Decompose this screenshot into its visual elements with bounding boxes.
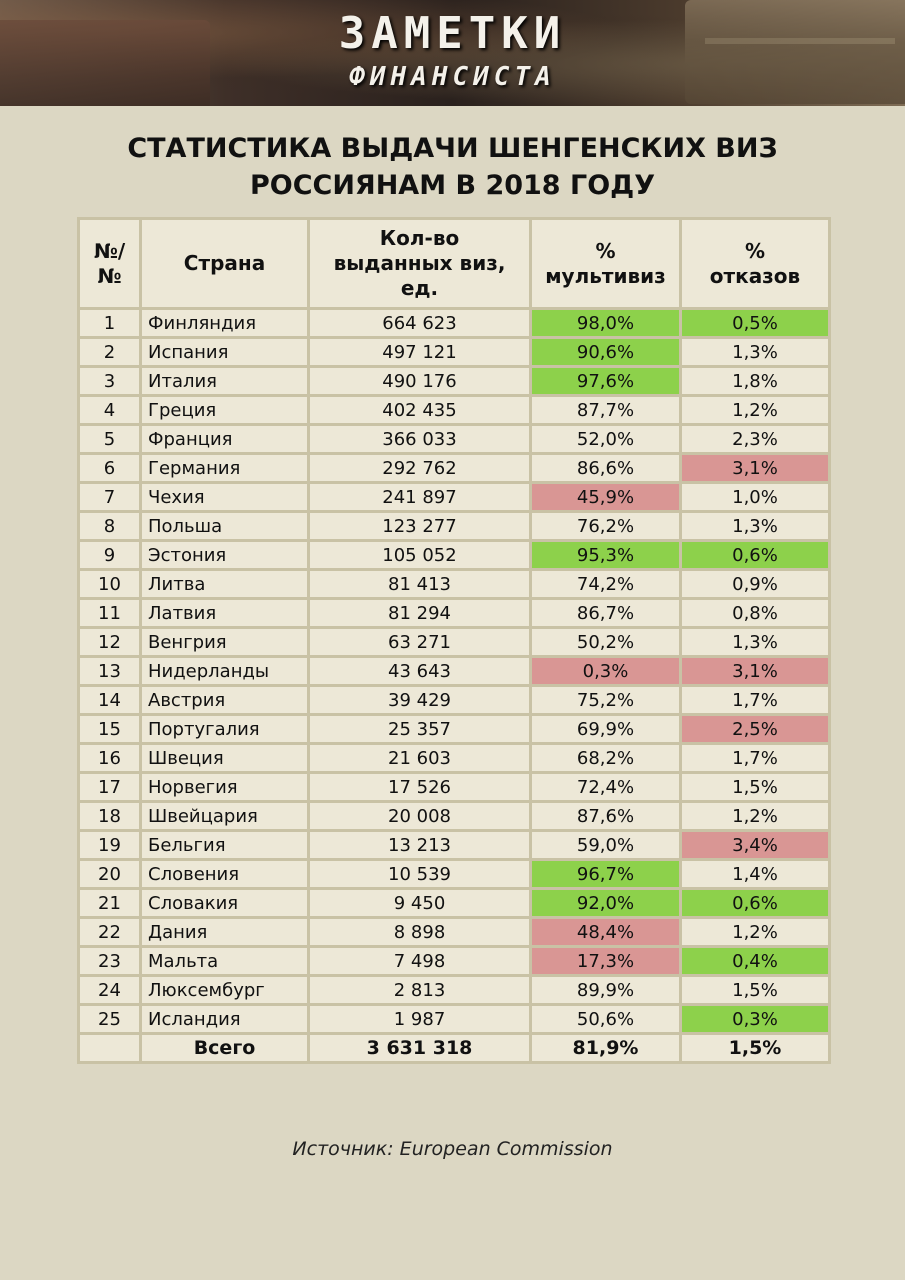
row-visas: 63 271 [309, 628, 531, 657]
header-multi-visa-percent: % мультивиз [531, 219, 681, 309]
row-number: 25 [79, 1005, 141, 1034]
header-visas-issued: Кол-во выданных виз, ед. [309, 219, 531, 309]
row-refusals: 0,5% [681, 309, 830, 338]
table-row [79, 657, 830, 686]
row-number: 12 [79, 628, 141, 657]
table-row [79, 744, 830, 773]
row-visas: 2 813 [309, 976, 531, 1005]
row-refusals: 0,3% [681, 1005, 830, 1034]
row-refusals: 1,2% [681, 396, 830, 425]
row-number: 1 [79, 309, 141, 338]
row-country: Люксембург [141, 976, 309, 1005]
row-country: Словакия [141, 889, 309, 918]
row-number: 19 [79, 831, 141, 860]
row-number: 11 [79, 599, 141, 628]
row-visas: 490 176 [309, 367, 531, 396]
row-country: Португалия [141, 715, 309, 744]
row-visas: 81 413 [309, 570, 531, 599]
row-multi-visa: 72,4% [531, 773, 681, 802]
table-row [79, 889, 830, 918]
row-number: 21 [79, 889, 141, 918]
row-multi-visa: 52,0% [531, 425, 681, 454]
total-number-cell [79, 1034, 141, 1063]
table-row [79, 454, 830, 483]
row-number: 10 [79, 570, 141, 599]
table-row [79, 483, 830, 512]
title-line-2: РОССИЯНАМ В 2018 ГОДУ [249, 170, 656, 201]
row-multi-visa: 89,9% [531, 976, 681, 1005]
row-country: Латвия [141, 599, 309, 628]
row-visas: 292 762 [309, 454, 531, 483]
row-number: 23 [79, 947, 141, 976]
row-visas: 17 526 [309, 773, 531, 802]
row-refusals: 0,4% [681, 947, 830, 976]
row-country: Литва [141, 570, 309, 599]
row-visas: 39 429 [309, 686, 531, 715]
row-multi-visa: 50,6% [531, 1005, 681, 1034]
row-multi-visa: 95,3% [531, 541, 681, 570]
row-number: 18 [79, 802, 141, 831]
row-visas: 105 052 [309, 541, 531, 570]
table-row [79, 512, 830, 541]
row-visas: 21 603 [309, 744, 531, 773]
table-header-row [79, 219, 830, 309]
row-multi-visa: 96,7% [531, 860, 681, 889]
table-row [79, 831, 830, 860]
table-body [79, 309, 830, 1034]
table-row [79, 976, 830, 1005]
row-refusals: 0,9% [681, 570, 830, 599]
row-number: 4 [79, 396, 141, 425]
row-number: 14 [79, 686, 141, 715]
row-visas: 1 987 [309, 1005, 531, 1034]
table-row [79, 541, 830, 570]
row-visas: 241 897 [309, 483, 531, 512]
table-total-row [79, 1034, 830, 1063]
row-country: Испания [141, 338, 309, 367]
table-row [79, 715, 830, 744]
row-number: 9 [79, 541, 141, 570]
row-country: Франция [141, 425, 309, 454]
row-number: 2 [79, 338, 141, 367]
row-multi-visa: 69,9% [531, 715, 681, 744]
row-number: 6 [79, 454, 141, 483]
row-refusals: 2,3% [681, 425, 830, 454]
row-visas: 43 643 [309, 657, 531, 686]
row-multi-visa: 48,4% [531, 918, 681, 947]
row-refusals: 2,5% [681, 715, 830, 744]
row-visas: 7 498 [309, 947, 531, 976]
table-row [79, 802, 830, 831]
row-country: Италия [141, 367, 309, 396]
row-refusals: 1,2% [681, 802, 830, 831]
row-refusals: 3,1% [681, 454, 830, 483]
row-multi-visa: 74,2% [531, 570, 681, 599]
row-refusals: 1,2% [681, 918, 830, 947]
row-visas: 81 294 [309, 599, 531, 628]
row-country: Германия [141, 454, 309, 483]
row-country: Словения [141, 860, 309, 889]
row-refusals: 0,6% [681, 889, 830, 918]
row-multi-visa: 98,0% [531, 309, 681, 338]
row-country: Польша [141, 512, 309, 541]
row-refusals: 1,4% [681, 860, 830, 889]
row-number: 8 [79, 512, 141, 541]
row-country: Нидерланды [141, 657, 309, 686]
total-label: Всего [141, 1034, 309, 1063]
row-refusals: 0,6% [681, 541, 830, 570]
table-row [79, 918, 830, 947]
brand-title: ЗАМЕТКИ [338, 8, 567, 59]
row-country: Эстония [141, 541, 309, 570]
row-refusals: 1,5% [681, 976, 830, 1005]
row-number: 15 [79, 715, 141, 744]
row-country: Мальта [141, 947, 309, 976]
row-refusals: 1,5% [681, 773, 830, 802]
row-number: 16 [79, 744, 141, 773]
header-banner [0, 0, 905, 106]
table-row [79, 367, 830, 396]
row-multi-visa: 76,2% [531, 512, 681, 541]
table-row [79, 309, 830, 338]
row-refusals: 3,1% [681, 657, 830, 686]
row-visas: 123 277 [309, 512, 531, 541]
row-multi-visa: 86,6% [531, 454, 681, 483]
table-row [79, 425, 830, 454]
row-multi-visa: 97,6% [531, 367, 681, 396]
row-visas: 402 435 [309, 396, 531, 425]
row-refusals: 1,0% [681, 483, 830, 512]
row-multi-visa: 50,2% [531, 628, 681, 657]
total-visas: 3 631 318 [309, 1034, 531, 1063]
table-row [79, 860, 830, 889]
title-line-1: СТАТИСТИКА ВЫДАЧИ ШЕНГЕНСКИХ ВИЗ [127, 133, 778, 164]
table-row [79, 599, 830, 628]
row-country: Швеция [141, 744, 309, 773]
row-visas: 497 121 [309, 338, 531, 367]
row-country: Исландия [141, 1005, 309, 1034]
row-number: 7 [79, 483, 141, 512]
row-multi-visa: 45,9% [531, 483, 681, 512]
row-multi-visa: 86,7% [531, 599, 681, 628]
source-note: Источник: European Commission [292, 1138, 613, 1160]
header-refusal-percent: % отказов [681, 219, 830, 309]
row-number: 13 [79, 657, 141, 686]
row-country: Норвегия [141, 773, 309, 802]
table-row [79, 338, 830, 367]
total-refusals: 1,5% [681, 1034, 830, 1063]
row-refusals: 1,3% [681, 512, 830, 541]
row-refusals: 3,4% [681, 831, 830, 860]
row-visas: 8 898 [309, 918, 531, 947]
row-refusals: 1,8% [681, 367, 830, 396]
table-row [79, 947, 830, 976]
row-multi-visa: 87,7% [531, 396, 681, 425]
row-multi-visa: 59,0% [531, 831, 681, 860]
row-number: 5 [79, 425, 141, 454]
total-multi-visa: 81,9% [531, 1034, 681, 1063]
header-country: Страна [141, 219, 309, 309]
row-multi-visa: 75,2% [531, 686, 681, 715]
row-refusals: 1,7% [681, 686, 830, 715]
row-multi-visa: 0,3% [531, 657, 681, 686]
row-visas: 13 213 [309, 831, 531, 860]
row-visas: 664 623 [309, 309, 531, 338]
table-row [79, 686, 830, 715]
row-refusals: 1,3% [681, 628, 830, 657]
page-title [0, 130, 905, 204]
row-multi-visa: 92,0% [531, 889, 681, 918]
row-country: Венгрия [141, 628, 309, 657]
row-country: Греция [141, 396, 309, 425]
row-refusals: 1,7% [681, 744, 830, 773]
row-multi-visa: 87,6% [531, 802, 681, 831]
row-country: Швейцария [141, 802, 309, 831]
row-number: 3 [79, 367, 141, 396]
header-number: №/ № [79, 219, 141, 309]
table-row [79, 773, 830, 802]
row-number: 17 [79, 773, 141, 802]
table-row [79, 396, 830, 425]
row-country: Австрия [141, 686, 309, 715]
table-row [79, 1005, 830, 1034]
row-country: Бельгия [141, 831, 309, 860]
row-visas: 366 033 [309, 425, 531, 454]
table-row [79, 628, 830, 657]
row-visas: 9 450 [309, 889, 531, 918]
row-multi-visa: 68,2% [531, 744, 681, 773]
row-refusals: 0,8% [681, 599, 830, 628]
row-multi-visa: 90,6% [531, 338, 681, 367]
table-row [79, 570, 830, 599]
row-visas: 25 357 [309, 715, 531, 744]
row-visas: 20 008 [309, 802, 531, 831]
visa-statistics-table [77, 217, 831, 1064]
row-number: 20 [79, 860, 141, 889]
row-visas: 10 539 [309, 860, 531, 889]
row-number: 22 [79, 918, 141, 947]
row-country: Дания [141, 918, 309, 947]
row-country: Финляндия [141, 309, 309, 338]
brand-subtitle: ФИНАНСИСТА [349, 62, 556, 92]
row-multi-visa: 17,3% [531, 947, 681, 976]
row-refusals: 1,3% [681, 338, 830, 367]
row-number: 24 [79, 976, 141, 1005]
row-country: Чехия [141, 483, 309, 512]
